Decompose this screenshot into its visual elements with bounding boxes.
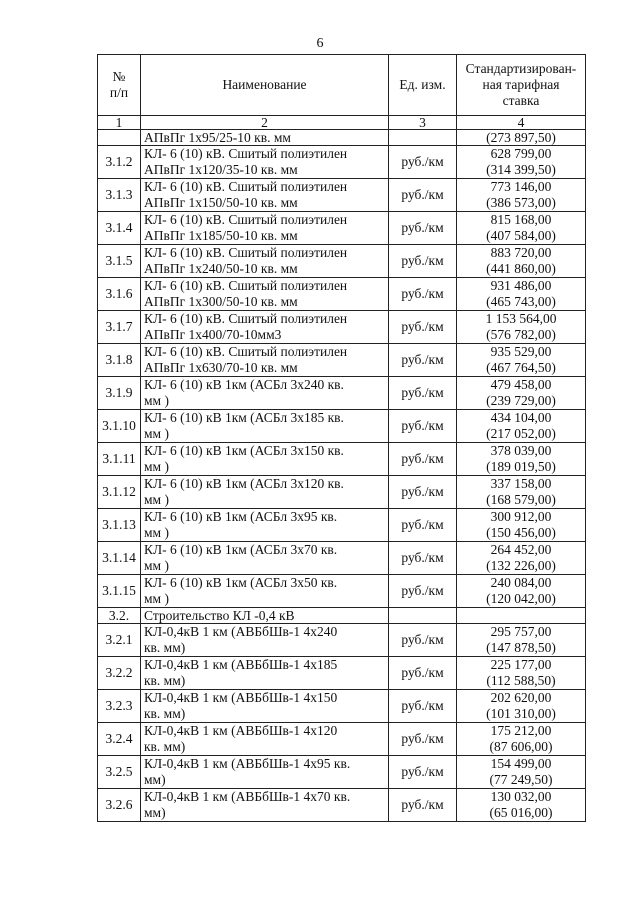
row-rate: 300 912,00 (150 456,00): [457, 509, 586, 542]
row-unit: руб./км: [389, 278, 457, 311]
column-number: 3: [389, 116, 457, 130]
row-unit: руб./км: [389, 789, 457, 822]
row-number: 3.1.13: [98, 509, 141, 542]
table-row: [98, 476, 586, 509]
row-name: КЛ- 6 (10) кВ 1км (АСБл 3х150 кв. мм ): [141, 443, 389, 476]
section-row: [98, 608, 586, 624]
tariff-table: [97, 54, 586, 822]
row-number: 3.1.2: [98, 146, 141, 179]
section-title: Строительство КЛ -0,4 кВ: [141, 608, 389, 624]
row-number: 3.2.3: [98, 690, 141, 723]
table-row: [98, 789, 586, 822]
row-unit: руб./км: [389, 245, 457, 278]
row-rate: 773 146,00 (386 573,00): [457, 179, 586, 212]
row-name: КЛ-0,4кВ 1 км (АВБбШв-1 4х70 кв. мм): [141, 789, 389, 822]
row-name: КЛ- 6 (10) кВ. Сшитый полиэтилен АПвПг 1х120/35-10 кв. мм: [141, 146, 389, 179]
row-unit: руб./км: [389, 146, 457, 179]
column-number: 4: [457, 116, 586, 130]
table-row: [98, 756, 586, 789]
row-rate: 931 486,00 (465 743,00): [457, 278, 586, 311]
row-unit: руб./км: [389, 657, 457, 690]
row-rate: 202 620,00 (101 310,00): [457, 690, 586, 723]
row-number: 3.1.4: [98, 212, 141, 245]
row-name: КЛ- 6 (10) кВ 1км (АСБл 3х120 кв. мм ): [141, 476, 389, 509]
header-name: Наименование: [141, 55, 389, 116]
row-name: КЛ- 6 (10) кВ 1км (АСБл 3х50 кв. мм ): [141, 575, 389, 608]
row-number: 3.1.3: [98, 179, 141, 212]
row-name: КЛ- 6 (10) кВ. Сшитый полиэтилен АПвПг 1х630/70-10 кв. мм: [141, 344, 389, 377]
table-row: [98, 377, 586, 410]
table-row: [98, 690, 586, 723]
row-number: 3.1.7: [98, 311, 141, 344]
row-name: КЛ- 6 (10) кВ. Сшитый полиэтилен АПвПг 1х400/70-10мм3: [141, 311, 389, 344]
row-number: 3.2.1: [98, 624, 141, 657]
row-unit: руб./км: [389, 179, 457, 212]
table-row: [98, 311, 586, 344]
row-unit: руб./км: [389, 311, 457, 344]
row-unit: руб./км: [389, 476, 457, 509]
row-number: [98, 130, 141, 146]
row-rate: 935 529,00 (467 764,50): [457, 344, 586, 377]
header-rate: Стандартизирован- ная тарифная ставка: [457, 55, 586, 116]
row-unit: руб./км: [389, 690, 457, 723]
row-name: КЛ-0,4кВ 1 км (АВБбШв-1 4х95 кв. мм): [141, 756, 389, 789]
row-rate: 1 153 564,00 (576 782,00): [457, 311, 586, 344]
row-rate: 337 158,00 (168 579,00): [457, 476, 586, 509]
page-number: 6: [316, 36, 324, 51]
row-rate: 479 458,00 (239 729,00): [457, 377, 586, 410]
row-unit: руб./км: [389, 212, 457, 245]
table-row: [98, 146, 586, 179]
table-row: [98, 509, 586, 542]
row-name: КЛ- 6 (10) кВ 1км (АСБл 3х70 кв. мм ): [141, 542, 389, 575]
row-rate: 225 177,00 (112 588,50): [457, 657, 586, 690]
row-unit: руб./км: [389, 410, 457, 443]
row-unit: руб./км: [389, 509, 457, 542]
row-number: 3.1.11: [98, 443, 141, 476]
row-name: КЛ- 6 (10) кВ. Сшитый полиэтилен АПвПг 1х185/50-10 кв. мм: [141, 212, 389, 245]
row-number: 3.2.5: [98, 756, 141, 789]
row-unit: руб./км: [389, 377, 457, 410]
column-number: 1: [98, 116, 141, 130]
row-name: КЛ-0,4кВ 1 км (АВБбШв-1 4х240 кв. мм): [141, 624, 389, 657]
row-name: КЛ- 6 (10) кВ 1км (АСБл 3х240 кв. мм ): [141, 377, 389, 410]
table-row: [98, 278, 586, 311]
row-unit: [389, 130, 457, 146]
table-row: [98, 179, 586, 212]
row-rate: (273 897,50): [457, 130, 586, 146]
row-name: КЛ- 6 (10) кВ 1км (АСБл 3х185 кв. мм ): [141, 410, 389, 443]
row-name: КЛ- 6 (10) кВ 1км (АСБл 3х95 кв. мм ): [141, 509, 389, 542]
row-unit: руб./км: [389, 344, 457, 377]
table-header-row: [98, 55, 586, 116]
row-unit: руб./км: [389, 723, 457, 756]
header-unit: Ед. изм.: [389, 55, 457, 116]
row-unit: руб./км: [389, 624, 457, 657]
row-name: КЛ-0,4кВ 1 км (АВБбШв-1 4х185 кв. мм): [141, 657, 389, 690]
row-unit: руб./км: [389, 542, 457, 575]
row-number: 3.1.8: [98, 344, 141, 377]
column-number-row: [98, 116, 586, 130]
row-rate: 815 168,00 (407 584,00): [457, 212, 586, 245]
header-num: № п/п: [98, 55, 141, 116]
row-number: 3.1.5: [98, 245, 141, 278]
row-rate: 378 039,00 (189 019,50): [457, 443, 586, 476]
table-row: [98, 344, 586, 377]
row-number: 3.1.14: [98, 542, 141, 575]
table-row: [98, 624, 586, 657]
row-number: 3.2.2: [98, 657, 141, 690]
table-row: [98, 575, 586, 608]
row-name: КЛ- 6 (10) кВ. Сшитый полиэтилен АПвПг 1х240/50-10 кв. мм: [141, 245, 389, 278]
row-rate: 240 084,00 (120 042,00): [457, 575, 586, 608]
section-number: 3.2.: [98, 608, 141, 624]
row-rate: 434 104,00 (217 052,00): [457, 410, 586, 443]
row-rate: 175 212,00 (87 606,00): [457, 723, 586, 756]
row-number: 3.2.6: [98, 789, 141, 822]
row-unit: [389, 608, 457, 624]
table-row: [98, 542, 586, 575]
row-name: АПвПг 1х95/25-10 кв. мм: [141, 130, 389, 146]
row-rate: [457, 608, 586, 624]
row-name: КЛ- 6 (10) кВ. Сшитый полиэтилен АПвПг 1х300/50-10 кв. мм: [141, 278, 389, 311]
row-name: КЛ- 6 (10) кВ. Сшитый полиэтилен АПвПг 1х150/50-10 кв. мм: [141, 179, 389, 212]
row-number: 3.1.9: [98, 377, 141, 410]
row-unit: руб./км: [389, 756, 457, 789]
row-rate: 295 757,00 (147 878,50): [457, 624, 586, 657]
row-unit: руб./км: [389, 443, 457, 476]
row-rate: 264 452,00 (132 226,00): [457, 542, 586, 575]
table-row: [98, 657, 586, 690]
row-name: КЛ-0,4кВ 1 км (АВБбШв-1 4х150 кв. мм): [141, 690, 389, 723]
row-name: КЛ-0,4кВ 1 км (АВБбШв-1 4х120 кв. мм): [141, 723, 389, 756]
row-number: 3.1.10: [98, 410, 141, 443]
table-row: [98, 245, 586, 278]
row-rate: 883 720,00 (441 860,00): [457, 245, 586, 278]
table-row: [98, 410, 586, 443]
row-number: 3.2.4: [98, 723, 141, 756]
row-number: 3.1.15: [98, 575, 141, 608]
row-number: 3.1.6: [98, 278, 141, 311]
row-rate: 130 032,00 (65 016,00): [457, 789, 586, 822]
table-row: [98, 723, 586, 756]
column-number: 2: [141, 116, 389, 130]
table-row: [98, 212, 586, 245]
row-number: 3.1.12: [98, 476, 141, 509]
row-rate: 154 499,00 (77 249,50): [457, 756, 586, 789]
table-row: [98, 443, 586, 476]
row-rate: 628 799,00 (314 399,50): [457, 146, 586, 179]
row-unit: руб./км: [389, 575, 457, 608]
continuation-row: [98, 130, 586, 146]
